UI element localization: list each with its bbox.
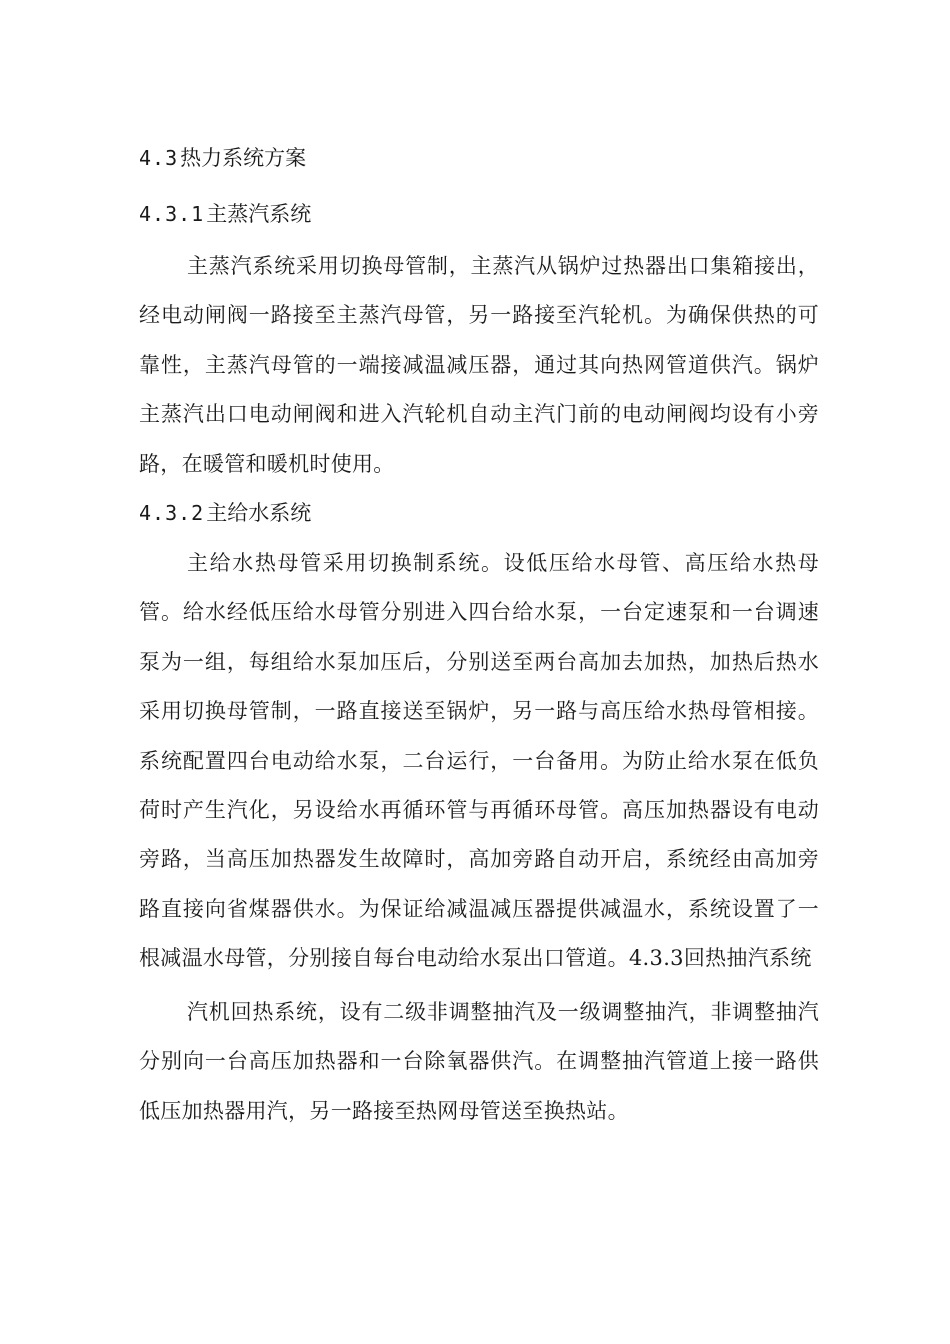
section-title: 主蒸汽系统 <box>206 202 312 226</box>
section-heading-4-3-1 <box>139 194 819 234</box>
section-heading-4-3-2 <box>139 493 819 533</box>
section-number: 4.3.1 <box>139 202 205 226</box>
section-title: 主给水系统 <box>206 501 312 526</box>
document-page <box>139 138 819 1136</box>
main-steam-paragraph: 主蒸汽系统采用切换母管制，主蒸汽从锅炉过热器出口集箱接出，经电动闸阀一路接至主蒸汽母管，另一路接至汽轮机。为确保供热的可靠性，主蒸汽母管的一端接减温减压器，通过其向热网管道供汽。锅炉主蒸汽出口电动闸阀和进入汽轮机自动主汽门前的电动闸阀均设有小旁路，在暖管和暖机时使用。 <box>139 254 819 476</box>
extraction-steam-paragraph: 汽机回热系统，设有二级非调整抽汽及一级调整抽汽，非调整抽汽分别向一台高压加热器和一台除氧器供汽。在调整抽汽管道上接一路供低压加热器用汽，另一路接至热网母管送至换热站。 <box>139 999 819 1123</box>
section-title: 热力系统方案 <box>180 146 307 170</box>
section-heading-4-3 <box>139 138 819 178</box>
section-number: 4.3.2 <box>139 501 205 526</box>
section-number: 4.3 <box>139 146 179 170</box>
feedwater-paragraph: 主给水热母管采用切换制系统。设低压给水母管、高压给水热母管。给水经低压给水母管分别进入四台给水泵，一台定速泵和一台调速泵为一组，每组给水泵加压后，分别送至两台高加去加热，加热后热水采用切换母管制，一路直接送至锅炉，另一路与高压给水热母管相接。系统配置四台电动给水泵，二台运行，一台备用。为防止给水泵在低负荷时产生汽化，另设给水再循环管与再循环母管。高压加热器设有电动旁路，当高压加热器发生故障时，高加旁路自动开启，系统经由高加旁路直接向省煤器供水。为保证给减温减压器提供减温水，系统设置了一根减温水母管，分别接自每台电动给水泵出口管道。4.3.3回热抽汽系统 <box>139 551 819 971</box>
